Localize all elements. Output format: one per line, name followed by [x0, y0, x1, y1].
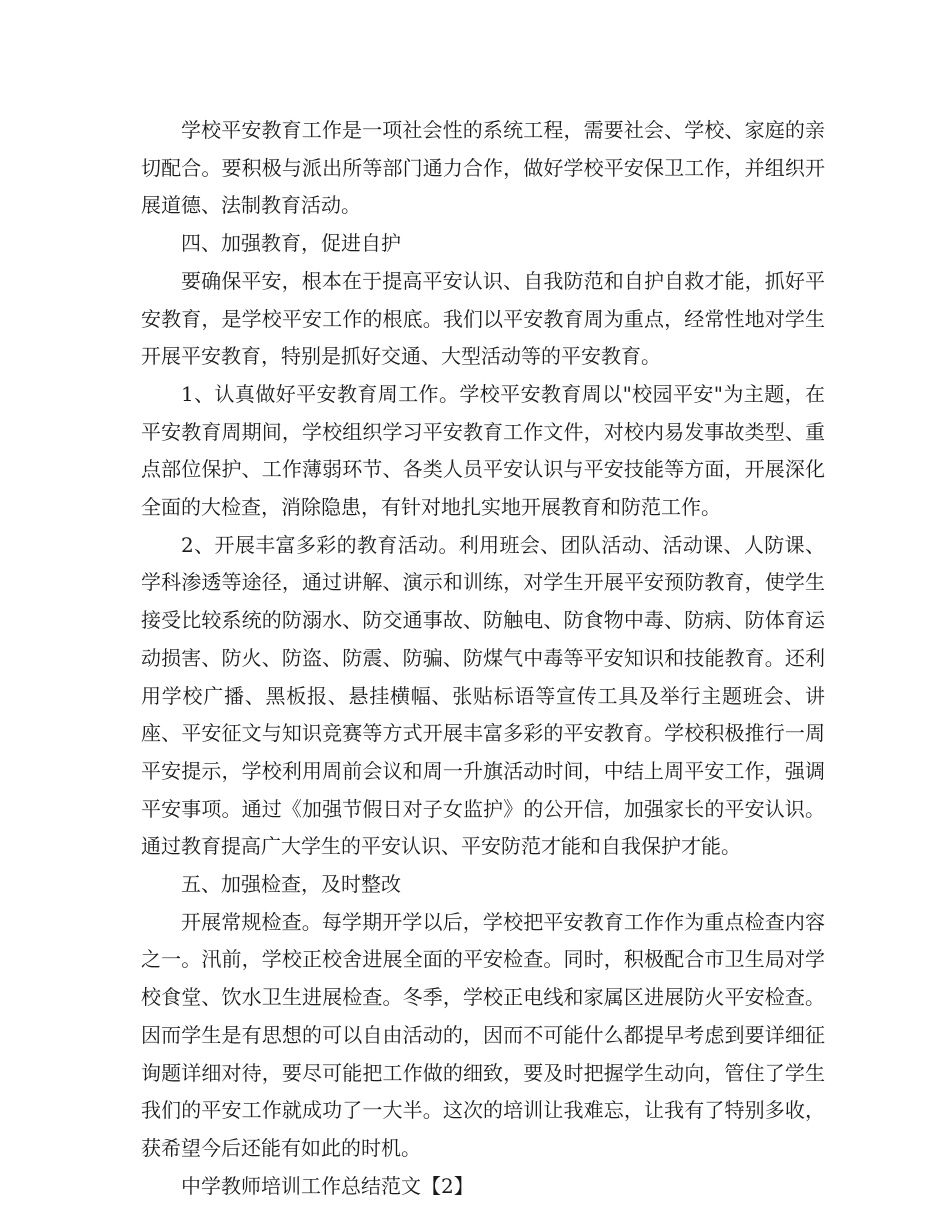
paragraph-routine-inspection: 开展常规检查。每学期开学以后，学校把平安教育工作作为重点检查内容之一。汛前，学校正校舍进展全面的平安检查。同时，积极配合市卫生局对学校食堂、饮水卫生进展检查。冬季，学校正电线和家属区进展防火平安检查。因而学生是有思想的可以自由活动的，因而不可能什么都提早考虑到要详细征询题详细对待，要尽可能把工作做的细致，要及时把握学生动向，管住了学生我们的平安工作就成功了一大半。这次的培训让我难忘，让我有了特别多收，获希望今后还能有如此的时机。 [141, 909, 825, 1160]
paragraph-cooperation: 学校平安教育工作是一项社会性的系统工程，需要社会、学校、家庭的亲切配合。要积极与派出所等部门通力合作，做好学校平安保卫工作，并组织开展道德、法制教育活动。 [141, 118, 825, 218]
paragraph-education-week: 1、认真做好平安教育周工作。学校平安教育周以"校园平安"为主题，在平安教育周期间，学校组织学习平安教育工作文件，对校内易发事故类型、重点部位保护、工作薄弱环节、各类人员平安认识与平安技能等方面，开展深化全面的大检查，消除隐患，有针对地扎实地开展教育和防范工作。 [141, 381, 825, 520]
paragraph-safety-education: 要确保平安，根本在于提高平安认识、自我防范和自护自救才能，抓好平安教育，是学校平安工作的根底。我们以平安教育周为重点，经常性地对学生开展平安教育，特别是抓好交通、大型活动等的平安教育。 [141, 268, 825, 369]
article-title-2: 中学教师培训工作总结范文【2】 [181, 1173, 474, 1198]
document-body [141, 112, 825, 1205]
paragraph-education-activities: 2、开展丰富多彩的教育活动。利用班会、团队活动、活动课、人防课、学科渗透等途径，通过讲解、演示和训练，对学生开展平安预防教育，使学生接受比较系统的防溺水、防交通事故、防触电、防食物中毒、防病、防体育运动损害、防火、防盗、防震、防骗、防煤气中毒等平安知识和技能教育。还利用学校广播、黑板报、悬挂横幅、张贴标语等宣传工具及举行主题班会、讲座、平安征文与知识竞赛等方式开展丰富多彩的平安教育。学校积极推行一周平安提示，学校利用周前会议和周一升旗活动时间，中结上周平安工作，强调平安事项。通过《加强节假日对子女监护》的公开信，加强家长的平安认识。通过教育提高广大学生的平安认识、平安防范才能和自我保护才能。 [141, 532, 825, 859]
section-heading-4: 四、加强教育，促进自护 [181, 231, 401, 256]
section-heading-5: 五、加强检查，及时整改 [181, 872, 401, 897]
